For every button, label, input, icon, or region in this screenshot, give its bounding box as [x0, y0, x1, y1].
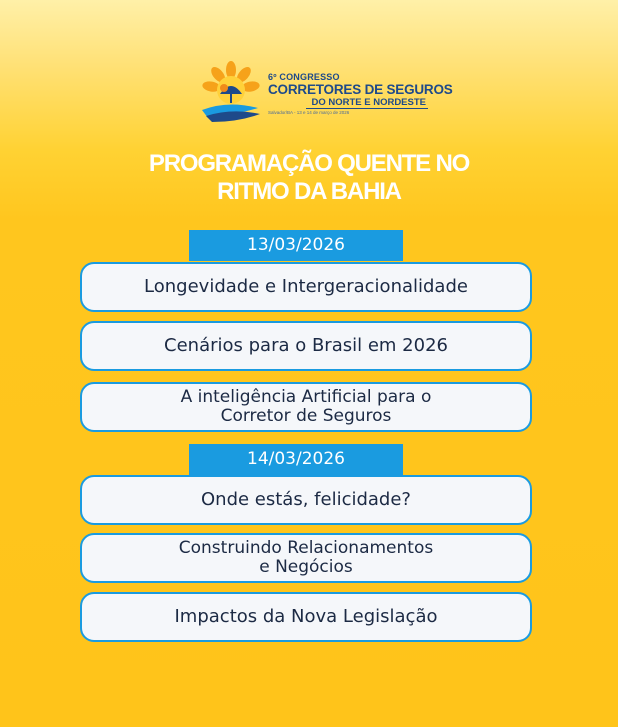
logo-title: CORRETORES DE SEGUROS	[268, 82, 453, 97]
session-card	[80, 321, 532, 371]
session-title: Longevidade e Intergeracionalidade	[144, 276, 468, 297]
session-title	[179, 539, 433, 577]
session-title: Impactos da Nova Legislação	[174, 606, 438, 627]
session-title-line-1: A inteligência Artificial para o	[180, 387, 432, 407]
logo-region: DO NORTE E NORDESTE	[306, 97, 428, 109]
program-headline	[0, 150, 618, 206]
session-title: Cenários para o Brasil em 2026	[164, 335, 448, 356]
logo-date-location: Salvador/BA - 13 e 14 de março de 2026	[268, 110, 350, 115]
session-title-line-2: Corretor de Seguros	[220, 406, 392, 426]
session-card	[80, 382, 532, 432]
session-title-line-2: e Negócios	[259, 557, 353, 577]
session-card	[80, 475, 532, 525]
logo-text-block	[268, 72, 453, 116]
congress-logo	[198, 60, 453, 126]
session-card	[80, 533, 532, 583]
logo-congress-edition: 6º CONGRESSO	[268, 72, 340, 82]
date-tag-day-1: 13/03/2026	[189, 230, 403, 261]
headline-line-1: PROGRAMAÇÃO QUENTE NO	[148, 150, 470, 177]
date-tag-day-2: 14/03/2026	[189, 444, 403, 475]
session-title-line-1: Construindo Relacionamentos	[178, 538, 434, 558]
session-title	[181, 388, 432, 426]
session-title: Onde estás, felicidade?	[201, 489, 411, 510]
session-card	[80, 592, 532, 642]
headline-line-2: RITMO DA BAHIA	[217, 178, 401, 205]
sun-umbrella-logo-icon	[198, 60, 264, 126]
session-card	[80, 262, 532, 312]
